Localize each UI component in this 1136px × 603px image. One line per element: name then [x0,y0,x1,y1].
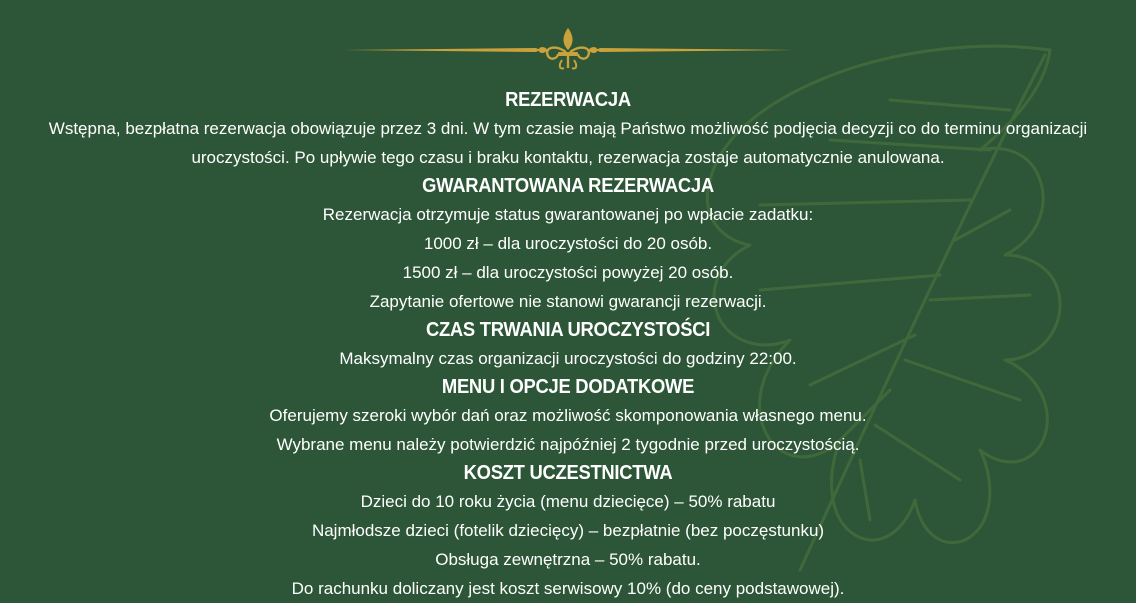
section-line: Zapytanie ofertowe nie stanowi gwarancji rezerwacji. [369,292,767,311]
section-title: REZERWACJA [505,89,631,111]
terms-content [0,84,1136,603]
section-title: KOSZT UCZESTNICTWA [463,462,673,484]
section-line: Maksymalny czas organizacji uroczystości do godziny 22:00. [339,349,797,368]
section-title: CZAS TRWANIA UROCZYSTOŚCI [425,319,711,341]
section-line: Najmłodsze dzieci (fotelik dziecięcy) – bezpłatnie (bez poczęstunku) [311,521,825,540]
section-duration [0,316,1136,373]
section-participation-cost [0,459,1136,603]
section-line: Wstępna, bezpłatna rezerwacja obowiązuje przez 3 dni. W tym czasie mają Państwo możliwość podjęcia decyzji co do terminu organizacji [48,119,1088,138]
section-line: Do rachunku doliczany jest koszt serwisowy 10% (do ceny podstawowej). [291,579,845,598]
section-line: 1500 zł – dla uroczystości powyżej 20 osób. [402,263,734,282]
section-line: Rezerwacja otrzymuje status gwarantowanej po wpłacie zadatku: [322,205,814,224]
section-line: 1000 zł – dla uroczystości do 20 osób. [423,234,713,253]
section-line: Obsługa zewnętrzna – 50% rabatu. [435,550,701,569]
section-line: Wybrane menu należy potwierdzić najpóźniej 2 tygodnie przed uroczystością. [276,435,860,454]
section-line: Dzieci do 10 roku życia (menu dziecięce) – 50% rabatu [360,492,776,511]
section-guaranteed-reservation [0,172,1136,316]
section-title: MENU I OPCJE DODATKOWE [441,376,695,398]
section-reservation [0,86,1136,172]
section-title: GWARANTOWANA REZERWACJA [422,175,714,197]
fleur-de-lis-divider-icon [340,24,796,74]
section-menu-options [0,373,1136,459]
section-line: uroczystości. Po upływie tego czasu i braku kontaktu, rezerwacja zostaje automatycznie anulowana. [191,148,945,167]
section-line: Oferujemy szeroki wybór dań oraz możliwość skomponowania własnego menu. [269,406,867,425]
